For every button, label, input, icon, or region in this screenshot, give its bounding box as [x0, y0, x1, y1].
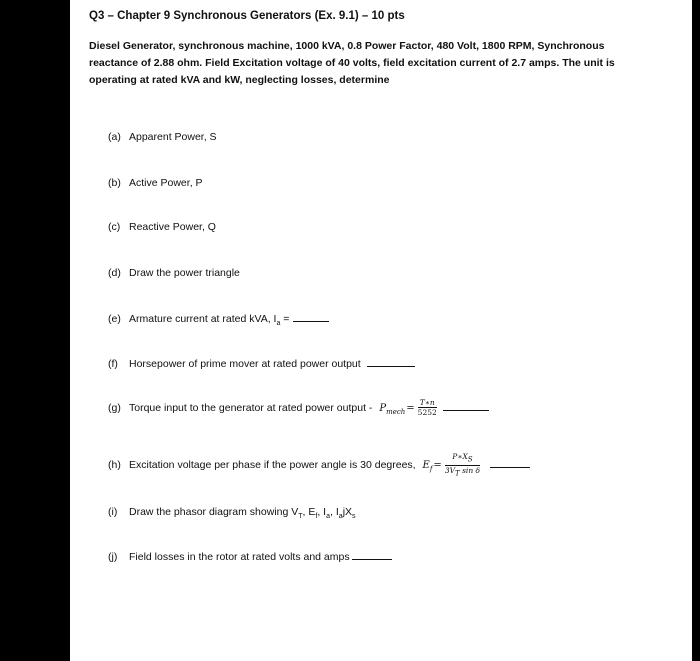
question-f: (f) Horsepower of prime mover at rated power output — [108, 357, 415, 370]
answer-blank-g[interactable] — [443, 401, 489, 411]
fraction-torque: $\frac{T∗n}{5252}$ — [417, 398, 437, 417]
question-e: (e) Armature current at rated kVA, $I_a$ = — [108, 312, 329, 327]
answer-blank-e[interactable] — [293, 312, 329, 322]
question-b: (b) Active Power, P — [108, 177, 203, 189]
symbol-p-mech: $P_{mech}$ — [379, 402, 406, 416]
question-d: (d) Draw the power triangle — [108, 267, 240, 279]
problem-statement: Diesel Generator, synchronous machine, 1000 kVA, 0.8 Power Factor, 480 Volt, 1800 RPM, Synchronous reactance of 2.88 ohm. Field Excitation voltage of 40 volts, field excitation current of 2.7 amps. The unit is operating at rated kVA and kW, neglecting losses, determine — [89, 40, 615, 86]
question-j: (j) Field losses in the rotor at rated volts and amps — [108, 550, 392, 563]
answer-blank-h[interactable] — [490, 458, 530, 468]
question-g: (g) Torque input to the generator at rated power output - $P_{mech}=$ $\frac{T∗n}{5252}$ — [108, 398, 489, 418]
fraction-excitation: $\frac{P∗X_S}{3V_T \sin \delta}$ — [444, 452, 481, 477]
question-i: (i) Draw the phasor diagram showing $V_T$, $E_f$, $I_a$, $I_ajX_s$ — [108, 506, 356, 521]
question-h: (h) Excitation voltage per phase if the power angle is 30 degrees, $E_f=$ $\frac{P∗X_S}{3V_T \sin \delta}$ — [108, 452, 530, 478]
question-a: (a) Apparent Power, S — [108, 131, 217, 143]
symbol-e-f: $E_f$ — [422, 459, 433, 473]
document-page — [70, 0, 692, 661]
question-title: Q3 – Chapter 9 Synchronous Generators (Ex. 9.1) – 10 pts — [89, 10, 405, 22]
answer-blank-f[interactable] — [367, 357, 415, 367]
answer-blank-j[interactable] — [352, 550, 392, 560]
question-c: (c) Reactive Power, Q — [108, 221, 216, 233]
